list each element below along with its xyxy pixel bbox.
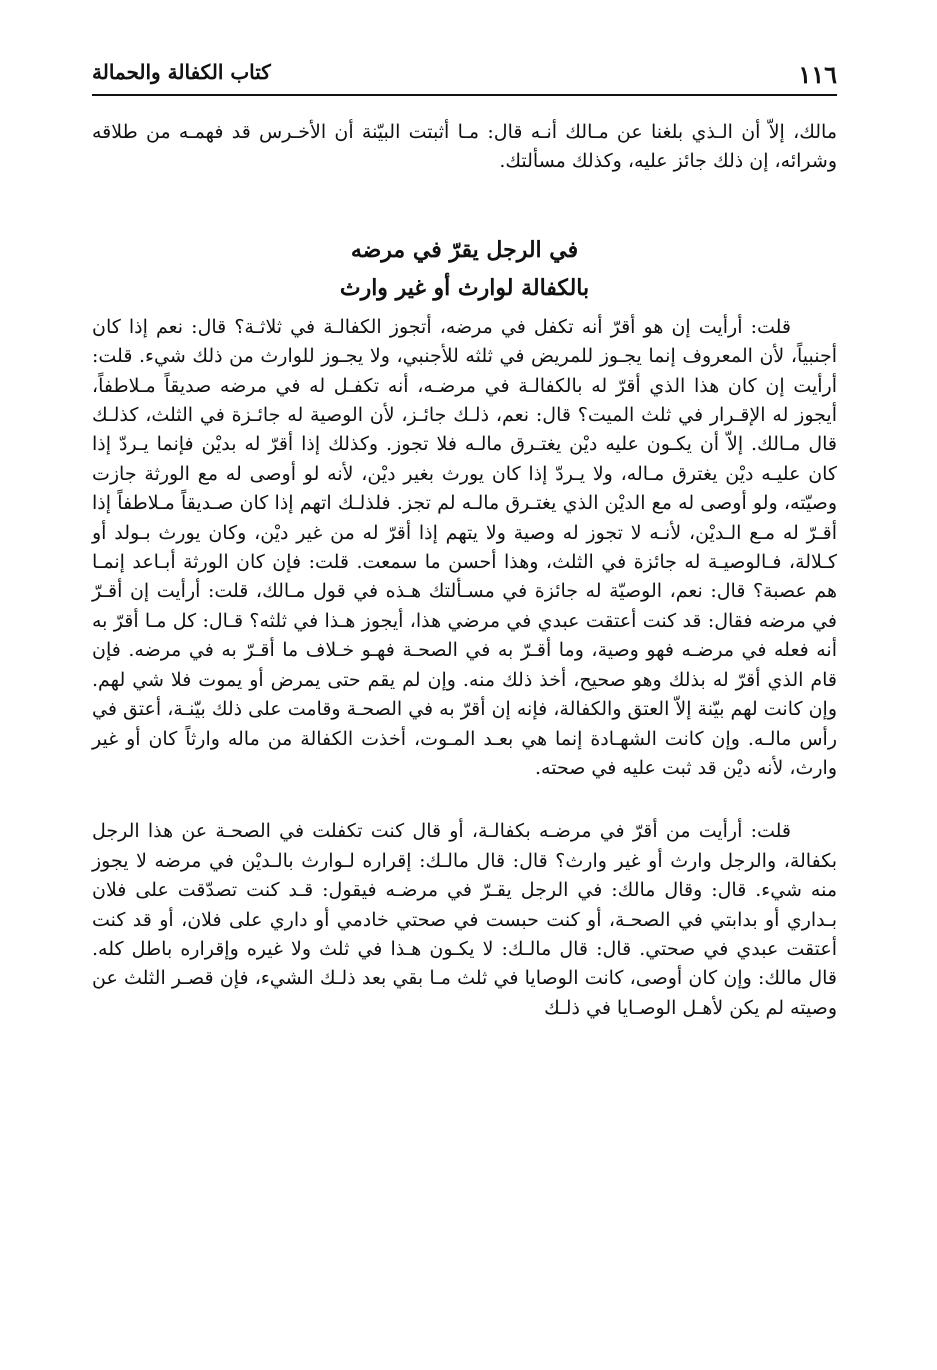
section-heading bbox=[92, 231, 837, 307]
section-heading-line-1: في الرجل يقرّ في مرضه bbox=[350, 236, 579, 263]
paragraph-2: قلت: أرأيت من أقرّ في مرضـه بكفالـة، أو قال كنت تكفلت في الصحـة عن هذا الرجل بكفالة، والرجل وارث أو غير وارث؟ قال: قال مالـك: إقراره لـوارث بالـديْن في مرضه لا يجوز منه شيء. قال: وقال مالك: في الرجل يقـرّ في مرضـه فيقول: قـد كنت تصدّقت على فلان بـداري أو بدابتي في الصحـة، أو كنت حبست في صحتي خادمي أو داري على فلان، أو قد كنت أعتقت عبدي في صحتي. قال: قال مالـك: لا يكـون هـذا في ثلث ولا غيره وإقراره باطل كله. قال مالك: وإن كان أوصى، كانت الوصايا في ثلث مـا بقي بعد ذلـك الشيء، فإن قصـر الثلث عن وصيته لم يكن لأهـل الوصـايا في ذلـك bbox=[92, 820, 837, 1019]
section-heading-line-2: بالكفالة لوارث أو غير وارث bbox=[339, 274, 590, 301]
page-header bbox=[92, 58, 837, 94]
page-number: ١١٦ bbox=[798, 60, 837, 89]
paragraph-1: قلت: أرأيت إن هو أقرّ أنه تكفل في مرضه، أتجوز الكفالـة في ثلاثـة؟ قال: نعم إذا كان أجنبياً، لأن المعروف إنما يجـوز للمريض في ثلثه للأجنبي، ولا يجـوز للوارث من ذلك شيء. قلت: أرأيت إن كان هذا الذي أقرّ له بالكفالـة في مرضـه، أنه تكفـل له في مرضه صديقاً مـلاطفاً، أيجوز له الإقـرار في ثلث الميت؟ قال: نعم، ذلـك جائـز، لأن الوصية له جائـزة في الثلث، كذلـك قال مـالك. إلاّ أن يكـون عليه ديْن يغتـرق مالـه فلا تجوز. وكذلك إذا أقرّ له بديْن فإنما يـردّ إذا كان عليـه ديْن يغترق مـاله، ولا يـردّ إذا كان يورث بغير ديْن، لأنه لو أوصى له مع الورثة جازت وصيّته، ولو أوصى له مع الديْن الذي يغتـرق مالـه لم تجز. فلذلـك اتهم إذا كان صـديقاً مـلاطفاً إذا أقـرّ له مـع الـديْن، لأنـه لا تجوز له وصية ولا يتهم إذا أقرّ له من غير ديْن، وكان يورث بـولد أو كـلالة، فـالوصيـة له جائزة في الثلث، وهذا أحسن ما سمعت. قلت: فإن كان الورثة أبـاعد إنمـا هم عصبة؟ قال: نعم، الوصيّة له جائزة في مسـألتك هـذه في قول مـالك، قلت: أرأيت إن أقـرّ في مرضه فقال: قد كنت أعتقت عبدي في مرضي هذا، أيجوز هـذا في ثلثه؟ قـال: كل مـا أقرّ به أنه فعله في مرضـه فهو وصية، وما أقـرّ به في الصحـة فهـو خـلاف ما أقـرّ به في مرضه. فإن قام الذي أقرّ له بذلك وهو صحيح، أخذ ذلك منه. وإن لم يقم حتى يمرض أو يموت فلا شي لهم. وإن كانت لهم بيّنة إلاّ العتق والكفالة، فإنه إن أقرّ به في الصحـة وقامت على ذلك بيّنـة، أعتق في رأس مالـه. وإن كانت الشهـادة إنما هي بعـد المـوت، أخذت الكفالة من ماله وارثاً كان أو غير وارث، لأنه ديْن قد ثبت عليه في صحته. bbox=[92, 315, 837, 779]
header-divider bbox=[92, 94, 837, 96]
opening-paragraph: مالك، إلاّ أن الـذي بلغنا عن مـالك أنـه قال: مـا أثبتت البيّنة أن الأخـرس قد فهمـه من طلاقه وشرائه، إن ذلك جائز عليه، وكذلك مسألتك. bbox=[92, 121, 837, 173]
running-title: كتاب الكفالة والحمالة bbox=[92, 60, 271, 84]
page-body bbox=[92, 118, 837, 1023]
